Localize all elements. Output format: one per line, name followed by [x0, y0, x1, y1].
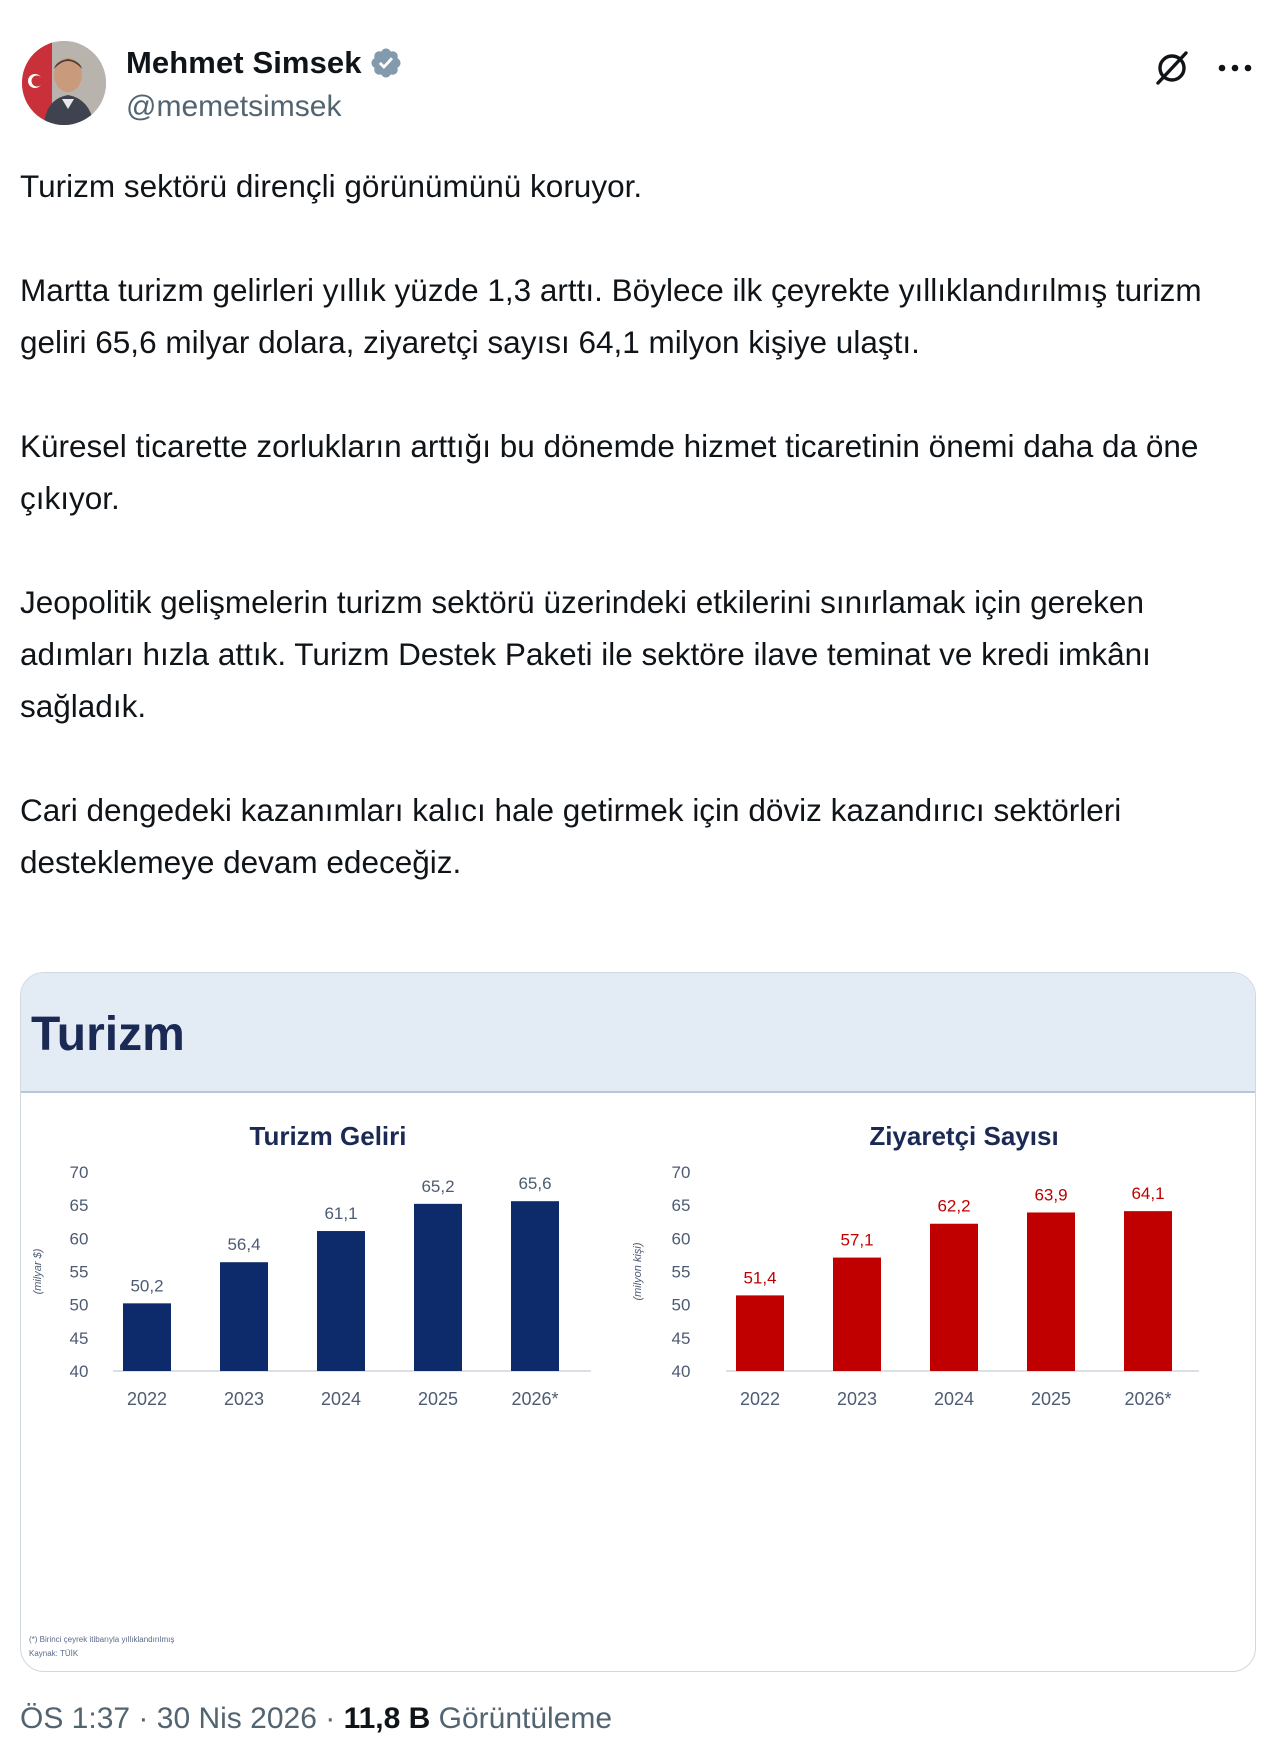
- x-tick-label: 2025: [1030, 1389, 1072, 1409]
- x-tick-label: 2024: [933, 1389, 975, 1409]
- avatar-photo: [22, 41, 106, 125]
- x-tick-label: 2026*: [1124, 1389, 1172, 1409]
- y-tick-label: 40: [69, 1362, 89, 1381]
- bar: [511, 1201, 559, 1371]
- x-tick-label: 2026*: [511, 1389, 559, 1409]
- avatar[interactable]: [22, 41, 106, 125]
- y-tick-label: 55: [671, 1262, 691, 1282]
- charts-container: [21, 1093, 1256, 1553]
- data-label: 62,2: [937, 1196, 971, 1216]
- y-tick-label: 45: [671, 1328, 691, 1348]
- x-tick-label: 2023: [836, 1389, 878, 1409]
- view-count: 11,8 B: [343, 1702, 431, 1735]
- meta-separator: ·: [325, 1702, 336, 1735]
- y-tick-label: 70: [671, 1163, 691, 1182]
- bar: [833, 1258, 881, 1371]
- data-label: 64,1: [1131, 1184, 1165, 1204]
- tweet-paragraph: Cari dengedeki kazanımları kalıcı hale getirmek için döviz kazandırıcı sektörleri desteklemeye devam edeceğiz.: [20, 792, 1122, 880]
- bar: [1027, 1212, 1075, 1371]
- tweet-paragraph: Martta turizm gelirleri yıllık yüzde 1,3 arttı. Böylece ilk çeyrekte yıllıklandırılmış turizm geliri 65,6 milyar dolara, ziyaretçi sayısı 64,1 milyon kişiye ulaştı.: [20, 272, 1202, 360]
- chart-title: Turizm Geliri: [249, 1121, 407, 1151]
- footnote-annualized: (*) Birinci çeyrek itibarıyla yıllıklandırılmış: [29, 1635, 175, 1644]
- data-label: 65,2: [421, 1176, 455, 1196]
- slide-header: [21, 973, 1255, 1093]
- y-tick-label: 40: [671, 1362, 691, 1381]
- y-tick-label: 60: [671, 1229, 691, 1249]
- bar: [123, 1303, 171, 1371]
- footnote-source: Kaynak: TÜİK: [29, 1649, 79, 1658]
- meta-separator: ·: [138, 1702, 149, 1735]
- grok-icon[interactable]: [1152, 48, 1192, 88]
- tweet-paragraph: Küresel ticarette zorlukların arttığı bu dönemde hizmet ticaretinin önemi daha da öne çıkıyor.: [20, 428, 1199, 516]
- tweet-time[interactable]: ÖS 1:37: [20, 1702, 131, 1735]
- tweet-text: [20, 160, 1260, 888]
- tweet-paragraph: Jeopolitik gelişmelerin turizm sektörü üzerindeki etkilerini sınırlamak için gereken adımları hızla attık. Turizm Destek Paketi ile sektöre ilave teminat ve kredi imkânı sağladık.: [20, 584, 1151, 724]
- bar: [317, 1231, 365, 1371]
- data-label: 57,1: [840, 1230, 874, 1250]
- y-tick-label: 70: [69, 1163, 89, 1182]
- data-label: 65,6: [518, 1174, 552, 1194]
- bar: [930, 1224, 978, 1371]
- data-label: 51,4: [743, 1268, 777, 1288]
- verified-badge-icon: [369, 46, 403, 80]
- y-axis-label: (milyon kişi): [632, 1242, 644, 1301]
- tweet-media-image[interactable]: [20, 972, 1256, 1672]
- tweet-meta: [20, 1702, 612, 1736]
- y-tick-label: 60: [69, 1229, 89, 1249]
- y-axis-label: (milyar $): [32, 1248, 44, 1295]
- y-tick-label: 65: [671, 1196, 691, 1216]
- author-name[interactable]: Mehmet Simsek: [126, 45, 362, 80]
- author-handle[interactable]: @memetsimsek: [126, 90, 342, 123]
- data-label: 56,4: [227, 1235, 261, 1255]
- tweet-paragraph: Turizm sektörü dirençli görünümünü koruyor.: [20, 168, 643, 204]
- data-label: 63,9: [1034, 1185, 1068, 1205]
- author-name-row: [126, 45, 403, 81]
- x-tick-label: 2024: [320, 1389, 362, 1409]
- x-tick-label: 2025: [417, 1389, 459, 1409]
- y-tick-label: 50: [69, 1295, 89, 1315]
- slide-title: Turizm: [31, 1008, 185, 1061]
- x-tick-label: 2022: [739, 1389, 781, 1409]
- chart-title: Ziyaretçi Sayısı: [869, 1121, 1059, 1151]
- bar: [220, 1262, 268, 1371]
- y-tick-label: 45: [69, 1328, 89, 1348]
- y-tick-label: 50: [671, 1295, 691, 1315]
- y-tick-label: 55: [69, 1262, 89, 1282]
- tweet-header: [22, 36, 1258, 132]
- x-tick-label: 2023: [223, 1389, 265, 1409]
- y-tick-label: 65: [69, 1196, 89, 1216]
- x-tick-label: 2022: [126, 1389, 168, 1409]
- bar: [414, 1204, 462, 1371]
- bar: [1124, 1211, 1172, 1371]
- view-count-label: Görüntüleme: [438, 1702, 613, 1735]
- tweet-date[interactable]: 30 Nis 2026: [156, 1702, 317, 1735]
- data-label: 61,1: [324, 1204, 358, 1224]
- more-icon[interactable]: [1216, 62, 1254, 74]
- data-label: 50,2: [130, 1276, 164, 1296]
- bar: [736, 1295, 784, 1371]
